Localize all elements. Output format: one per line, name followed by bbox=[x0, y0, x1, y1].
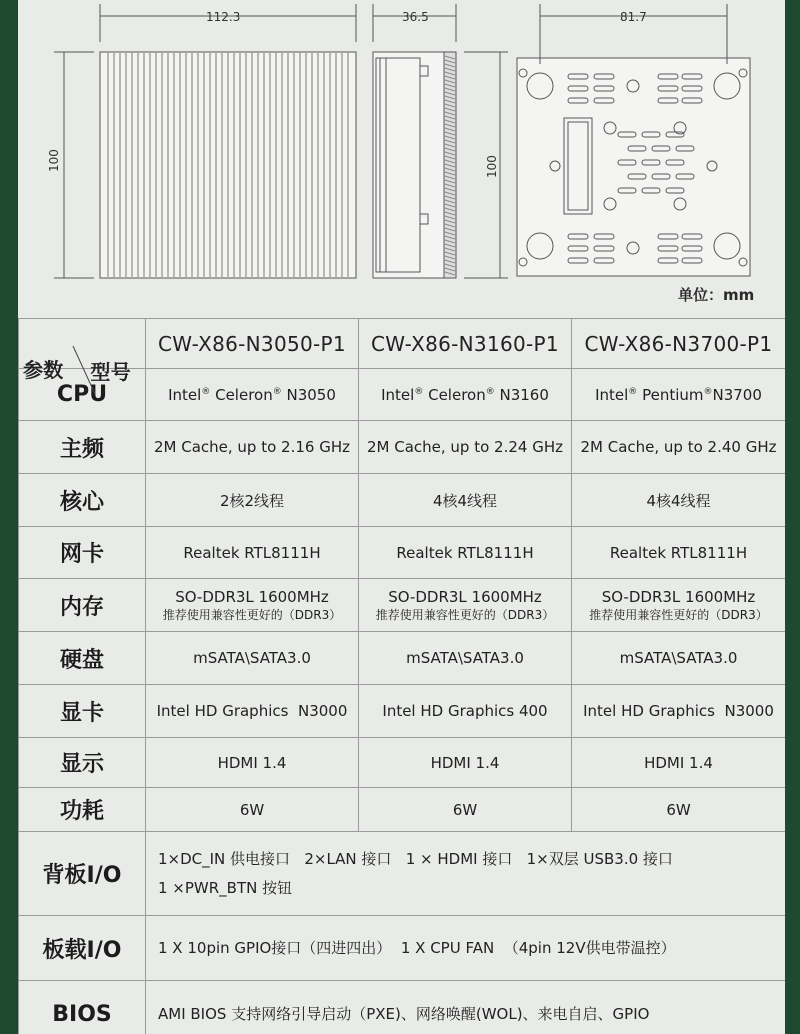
row-label: 板载I/O bbox=[19, 916, 146, 981]
unit-label: 单位：mm bbox=[678, 286, 755, 304]
row-label: 主频 bbox=[19, 421, 146, 474]
rear-io-line: 1×DC_IN 供电接口 2×LAN 接口 1 × HDMI 接口 1×双层 USB3.0 接口 bbox=[158, 849, 673, 868]
memory-row bbox=[19, 579, 786, 632]
spec-sheet bbox=[18, 0, 785, 1034]
gpu-row bbox=[19, 685, 786, 738]
row-label: 背板I/O bbox=[19, 832, 146, 916]
cpu-cell: Intel® Celeron® N3050 bbox=[146, 369, 359, 421]
cpu-cell: Intel® Pentium®N3700 bbox=[572, 369, 786, 421]
param-label: 参数 bbox=[23, 357, 64, 382]
freq-cell: 2M Cache, up to 2.40 GHz bbox=[572, 421, 786, 474]
nic-row bbox=[19, 527, 786, 579]
model-header: CW-X86-N3160-P1 bbox=[359, 319, 572, 369]
power-cell: 6W bbox=[146, 788, 359, 832]
cores-cell: 4核4线程 bbox=[359, 474, 572, 527]
storage-row bbox=[19, 632, 786, 685]
rear-io-row bbox=[19, 832, 786, 916]
spec-table bbox=[18, 318, 785, 1034]
power-row bbox=[19, 788, 786, 832]
model-label: 型号 bbox=[90, 359, 131, 384]
freq-cell: 2M Cache, up to 2.24 GHz bbox=[359, 421, 572, 474]
display-row bbox=[19, 738, 786, 788]
cpu-cell: Intel® Celeron® N3160 bbox=[359, 369, 572, 421]
front-height-label: 100 bbox=[47, 149, 61, 172]
front-width-label: 112.3 bbox=[206, 10, 241, 24]
power-cell: 6W bbox=[359, 788, 572, 832]
memory-cell: SO-DDR3L 1600MHz 推荐使用兼容性更好的（DDR3） bbox=[572, 579, 786, 632]
side-width-label: 36.5 bbox=[402, 10, 429, 24]
board-io-cell: 1 X 10pin GPIO接口（四进四出） 1 X CPU FAN （4pin 12V供电带温控） bbox=[146, 916, 786, 981]
row-label: 功耗 bbox=[19, 788, 146, 832]
memory-cell: SO-DDR3L 1600MHz 推荐使用兼容性更好的（DDR3） bbox=[146, 579, 359, 632]
header-row bbox=[19, 319, 786, 369]
rear-io-line: 1 ×PWR_BTN 按钮 bbox=[158, 878, 293, 897]
row-label: 网卡 bbox=[19, 527, 146, 579]
gpu-cell: Intel HD Graphics N3000 bbox=[572, 685, 786, 738]
board-io-row bbox=[19, 916, 786, 981]
bottom-width-label: 81.7 bbox=[620, 10, 647, 24]
row-label: BIOS bbox=[19, 981, 146, 1034]
freq-row bbox=[19, 421, 786, 474]
memory-cell: SO-DDR3L 1600MHz 推荐使用兼容性更好的（DDR3） bbox=[359, 579, 572, 632]
nic-cell: Realtek RTL8111H bbox=[146, 527, 359, 579]
cores-row bbox=[19, 474, 786, 527]
bios-row bbox=[19, 981, 786, 1034]
row-label: 核心 bbox=[19, 474, 146, 527]
cores-cell: 2核2线程 bbox=[146, 474, 359, 527]
cores-cell: 4核4线程 bbox=[572, 474, 786, 527]
gpu-cell: Intel HD Graphics 400 bbox=[359, 685, 572, 738]
model-header: CW-X86-N3050-P1 bbox=[146, 319, 359, 369]
corner-cell bbox=[19, 319, 146, 384]
freq-cell: 2M Cache, up to 2.16 GHz bbox=[146, 421, 359, 474]
display-cell: HDMI 1.4 bbox=[359, 738, 572, 788]
row-label: 显示 bbox=[19, 738, 146, 788]
model-header: CW-X86-N3700-P1 bbox=[572, 319, 786, 369]
nic-cell: Realtek RTL8111H bbox=[359, 527, 572, 579]
row-label: CPU bbox=[19, 369, 146, 421]
storage-cell: mSATA\SATA3.0 bbox=[359, 632, 572, 685]
storage-cell: mSATA\SATA3.0 bbox=[572, 632, 786, 685]
bios-cell: AMI BIOS 支持网络引导启动（PXE)、网络唤醒(WOL)、来电自启、GPIO bbox=[146, 981, 786, 1034]
nic-cell: Realtek RTL8111H bbox=[572, 527, 786, 579]
dimension-drawing bbox=[18, 0, 785, 318]
row-label: 硬盘 bbox=[19, 632, 146, 685]
display-cell: HDMI 1.4 bbox=[146, 738, 359, 788]
storage-cell: mSATA\SATA3.0 bbox=[146, 632, 359, 685]
row-label: 显卡 bbox=[19, 685, 146, 738]
side-height-label: 100 bbox=[485, 155, 499, 178]
power-cell: 6W bbox=[572, 788, 786, 832]
gpu-cell: Intel HD Graphics N3000 bbox=[146, 685, 359, 738]
rear-io-cell bbox=[146, 832, 786, 916]
row-label: 内存 bbox=[19, 579, 146, 632]
display-cell: HDMI 1.4 bbox=[572, 738, 786, 788]
